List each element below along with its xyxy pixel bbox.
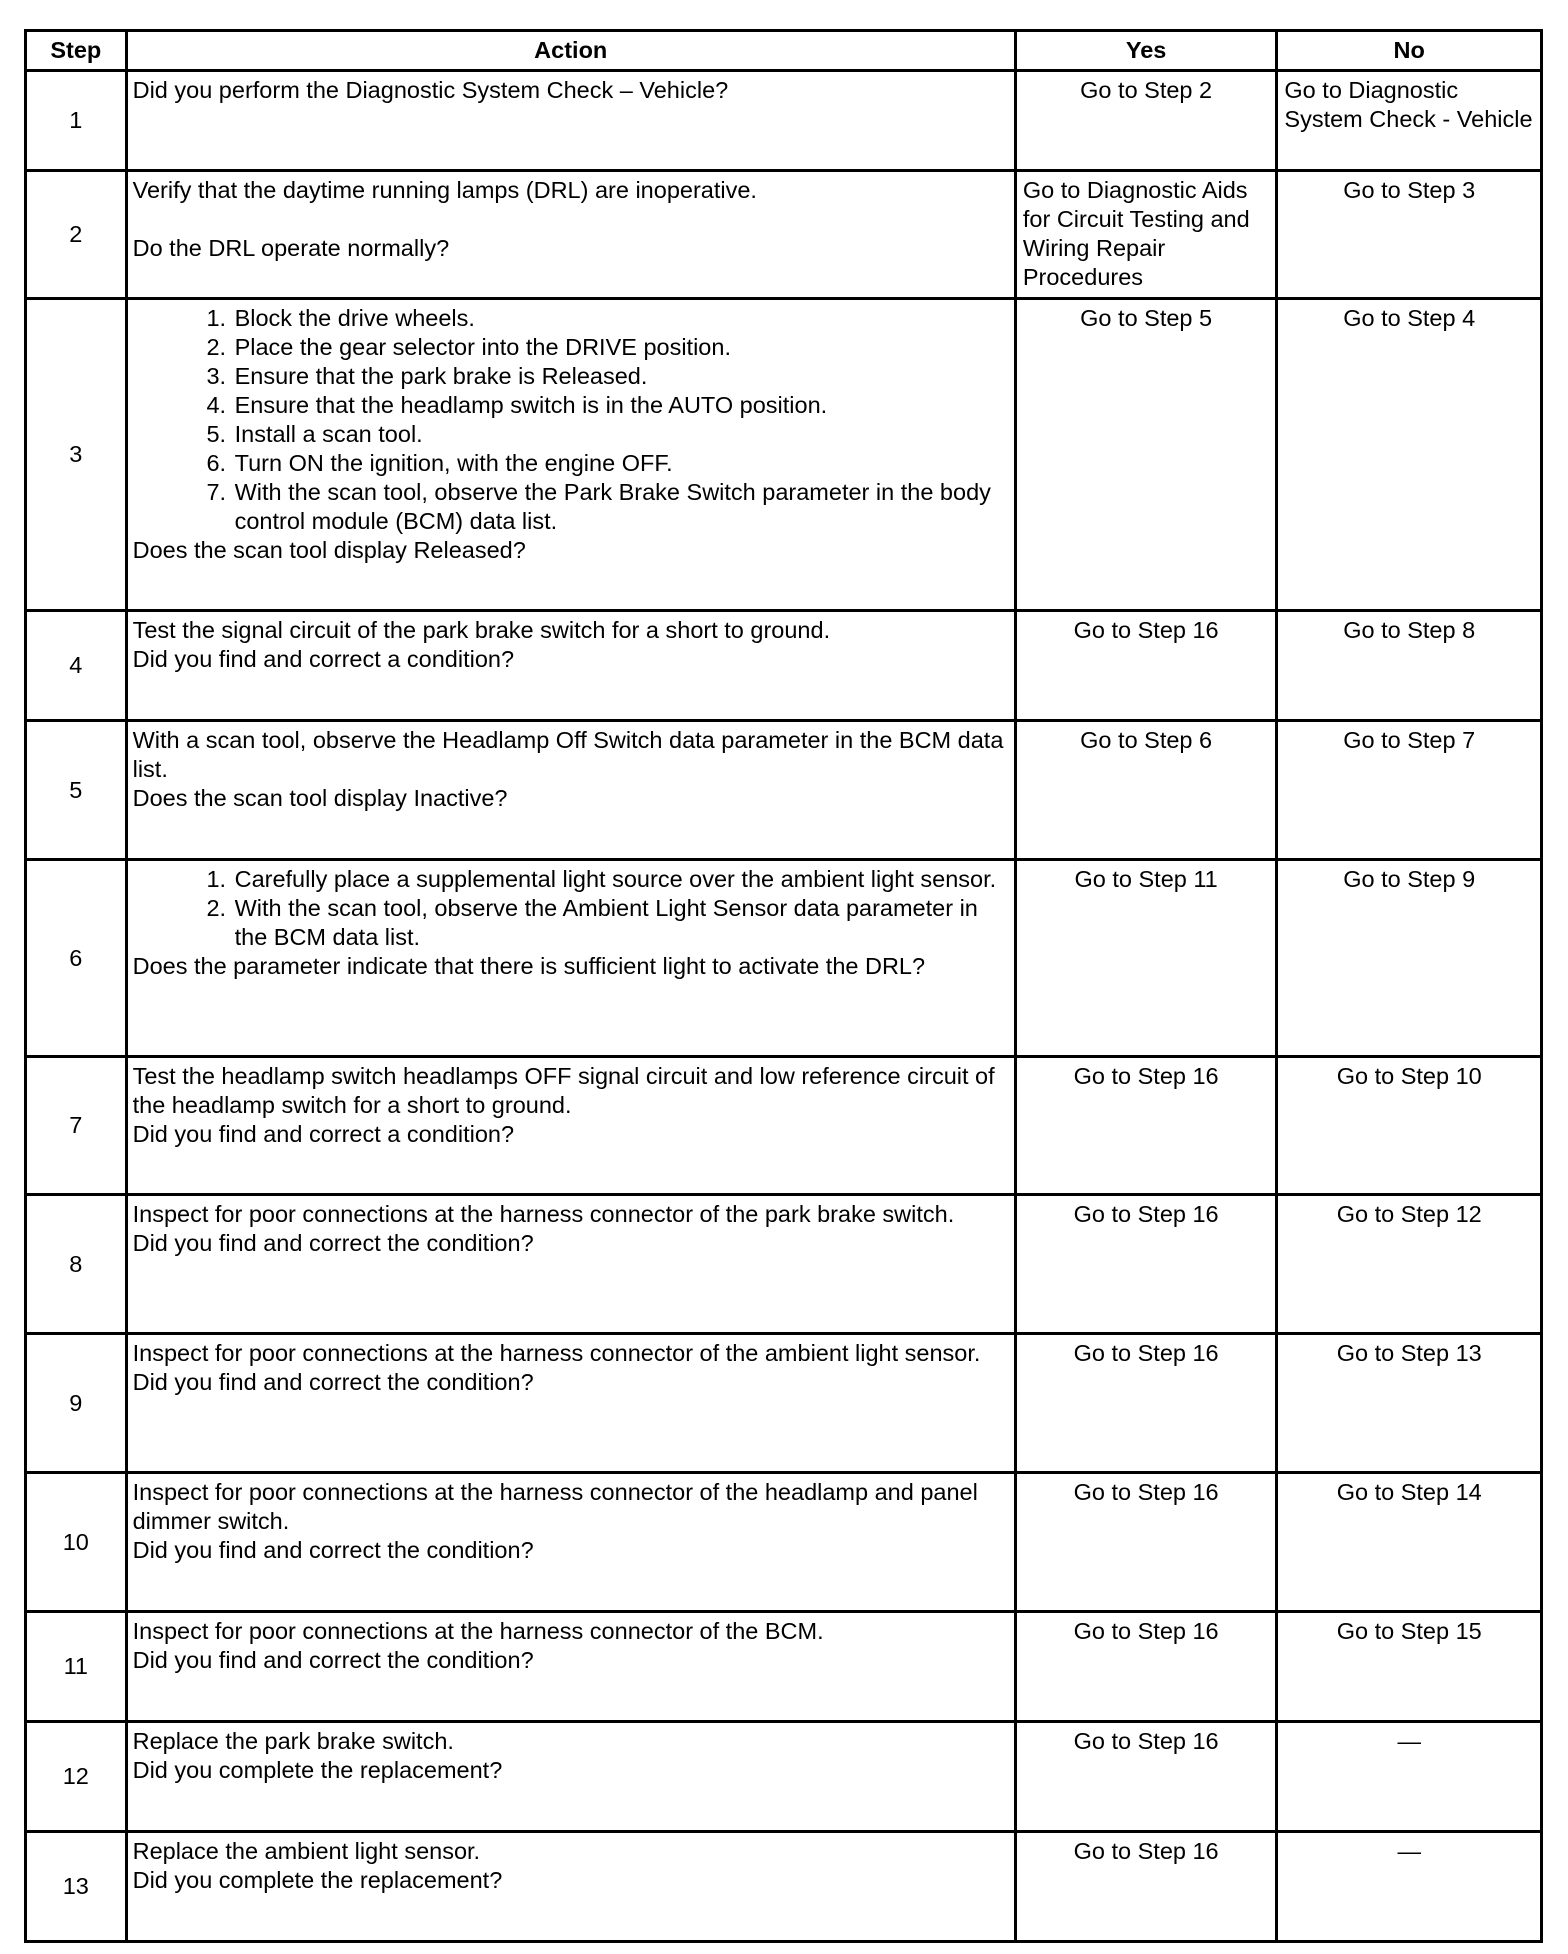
no-result: Go to Step 10 [1336, 1063, 1482, 1089]
no-result: Go to Step 14 [1336, 1479, 1482, 1505]
no-result: Go to Step 15 [1336, 1618, 1482, 1644]
procedure-item: 1. Block the drive wheels. [233, 304, 1008, 333]
header-no: No [1277, 31, 1542, 71]
header-step: Step [26, 31, 127, 71]
step-number: 2 [26, 171, 127, 299]
no-cell [1277, 299, 1542, 611]
no-result: Go to Step 7 [1343, 727, 1476, 753]
yes-result: Go to Step 11 [1074, 866, 1218, 892]
step-number: 10 [26, 1473, 127, 1612]
procedure-list [133, 304, 1008, 536]
yes-result: Go to Step 16 [1073, 1340, 1219, 1366]
procedure-item: 2. With the scan tool, observe the Ambient Light Sensor data parameter in the BCM data list. [233, 894, 1008, 952]
yes-cell [1015, 71, 1277, 171]
no-cell [1277, 71, 1542, 171]
yes-result: Go to Step 16 [1073, 1838, 1219, 1864]
no-result: Go to Step 9 [1343, 866, 1476, 892]
action-text: With a scan tool, observe the Headlamp Off Switch data parameter in the BCM data list. [132, 727, 1004, 782]
action-question: Did you find and correct a condition? [132, 1121, 515, 1147]
yes-cell [1015, 1057, 1277, 1195]
no-result: Go to Step 12 [1336, 1201, 1482, 1227]
action-cell [126, 721, 1015, 860]
action-question: Did you find and correct the condition? [132, 1647, 534, 1673]
yes-result: Go to Diagnostic Aids for Circuit Testing and Wiring Repair Procedures [1022, 177, 1250, 290]
table-row [26, 1057, 1542, 1195]
procedure-item: 1. Carefully place a supplemental light source over the ambient light sensor. [233, 865, 1008, 894]
table-row [26, 1473, 1542, 1612]
yes-cell [1015, 1334, 1277, 1473]
action-text: Test the headlamp switch headlamps OFF signal circuit and low reference circuit of the headlamp switch for a short to ground. [132, 1063, 995, 1118]
yes-cell [1015, 299, 1277, 611]
no-cell [1277, 1057, 1542, 1195]
action-cell [126, 1473, 1015, 1612]
table-row [26, 721, 1542, 860]
action-text: Verify that the daytime running lamps (DRL) are inoperative. [132, 177, 757, 203]
table-row [26, 1334, 1542, 1473]
yes-result: Go to Step 16 [1073, 617, 1219, 643]
yes-result: Go to Step 2 [1080, 77, 1213, 103]
table-row [26, 1722, 1542, 1832]
header-row [26, 31, 1542, 71]
action-cell [126, 1195, 1015, 1334]
action-question: Did you find and correct a condition? [132, 646, 515, 672]
no-result: — [1397, 1728, 1421, 1754]
yes-result: Go to Step 16 [1073, 1618, 1219, 1644]
action-text: Test the signal circuit of the park brake switch for a short to ground. [132, 617, 831, 643]
table-row [26, 71, 1542, 171]
action-question: Does the scan tool display Released? [132, 537, 526, 563]
action-text: Did you perform the Diagnostic System Check – Vehicle? [132, 77, 729, 103]
action-cell [126, 299, 1015, 611]
yes-cell [1015, 1195, 1277, 1334]
table-row [26, 171, 1542, 299]
table-row [26, 611, 1542, 721]
yes-cell [1015, 721, 1277, 860]
yes-cell [1015, 171, 1277, 299]
step-number: 8 [26, 1195, 127, 1334]
yes-result: Go to Step 16 [1073, 1479, 1219, 1505]
action-cell [126, 71, 1015, 171]
procedure-item: 5. Install a scan tool. [233, 420, 1008, 449]
step-number: 4 [26, 611, 127, 721]
action-cell [126, 1334, 1015, 1473]
yes-result: Go to Step 16 [1073, 1728, 1219, 1754]
yes-result: Go to Step 5 [1080, 305, 1213, 331]
action-question: Did you find and correct the condition? [132, 1369, 534, 1395]
action-question: Did you complete the replacement? [132, 1867, 503, 1893]
procedure-item: 7. With the scan tool, observe the Park Brake Switch parameter in the body control module (BCM) data list. [233, 478, 1008, 536]
step-number: 3 [26, 299, 127, 611]
header-yes: Yes [1015, 31, 1277, 71]
no-cell [1277, 611, 1542, 721]
no-result: Go to Step 4 [1343, 305, 1476, 331]
table-row [26, 1195, 1542, 1334]
action-cell [126, 1612, 1015, 1722]
table-row [26, 299, 1542, 611]
no-cell [1277, 1612, 1542, 1722]
action-question: Did you find and correct the condition? [132, 1537, 534, 1563]
procedure-item: 6. Turn ON the ignition, with the engine OFF. [233, 449, 1008, 478]
table-row [26, 860, 1542, 1057]
action-text: Inspect for poor connections at the harness connector of the park brake switch. [132, 1201, 955, 1227]
action-cell [126, 1722, 1015, 1832]
action-cell [126, 1057, 1015, 1195]
no-cell [1277, 171, 1542, 299]
step-number: 1 [26, 71, 127, 171]
yes-result: Go to Step 16 [1073, 1063, 1219, 1089]
yes-result: Go to Step 16 [1073, 1201, 1219, 1227]
action-question: Did you find and correct the condition? [132, 1230, 534, 1256]
action-text: Replace the park brake switch. [132, 1728, 454, 1754]
no-result: Go to Step 8 [1343, 617, 1476, 643]
action-text: Inspect for poor connections at the harness connector of the ambient light sensor. [132, 1340, 981, 1366]
no-cell [1277, 1334, 1542, 1473]
table-row [26, 1832, 1542, 1942]
yes-cell [1015, 860, 1277, 1057]
step-number: 9 [26, 1334, 127, 1473]
step-number: 12 [26, 1722, 127, 1832]
yes-cell [1015, 1832, 1277, 1942]
header-action: Action [126, 31, 1015, 71]
action-cell [126, 1832, 1015, 1942]
no-cell [1277, 721, 1542, 860]
no-cell [1277, 1722, 1542, 1832]
action-text: Inspect for poor connections at the harness connector of the BCM. [132, 1618, 824, 1644]
yes-cell [1015, 1473, 1277, 1612]
no-result: Go to Step 13 [1336, 1340, 1482, 1366]
yes-cell [1015, 1722, 1277, 1832]
action-text: Replace the ambient light sensor. [132, 1838, 481, 1864]
diagnostic-table [24, 29, 1543, 1943]
step-number: 7 [26, 1057, 127, 1195]
no-cell [1277, 1195, 1542, 1334]
table-row [26, 1612, 1542, 1722]
action-question: Does the scan tool display Inactive? [132, 785, 508, 811]
action-cell [126, 171, 1015, 299]
no-cell [1277, 860, 1542, 1057]
action-text: Inspect for poor connections at the harness connector of the headlamp and panel dimmer switch. [132, 1479, 978, 1534]
no-result: Go to Step 3 [1343, 177, 1476, 203]
yes-cell [1015, 1612, 1277, 1722]
no-cell [1277, 1473, 1542, 1612]
action-cell [126, 611, 1015, 721]
step-number: 11 [26, 1612, 127, 1722]
action-question: Did you complete the replacement? [132, 1757, 503, 1783]
procedure-item: 2. Place the gear selector into the DRIVE position. [233, 333, 1008, 362]
procedure-item: 3. Ensure that the park brake is Released. [233, 362, 1008, 391]
step-number: 6 [26, 860, 127, 1057]
action-cell [126, 860, 1015, 1057]
no-result: — [1397, 1838, 1421, 1864]
action-question: Does the parameter indicate that there is sufficient light to activate the DRL? [132, 953, 926, 979]
procedure-list [133, 865, 1008, 952]
no-cell [1277, 1832, 1542, 1942]
step-number: 5 [26, 721, 127, 860]
action-question: Do the DRL operate normally? [132, 235, 450, 261]
no-result: Go to Diagnostic System Check - Vehicle [1284, 77, 1533, 132]
yes-cell [1015, 611, 1277, 721]
procedure-item: 4. Ensure that the headlamp switch is in the AUTO position. [233, 391, 1008, 420]
yes-result: Go to Step 6 [1080, 727, 1213, 753]
step-number: 13 [26, 1832, 127, 1942]
